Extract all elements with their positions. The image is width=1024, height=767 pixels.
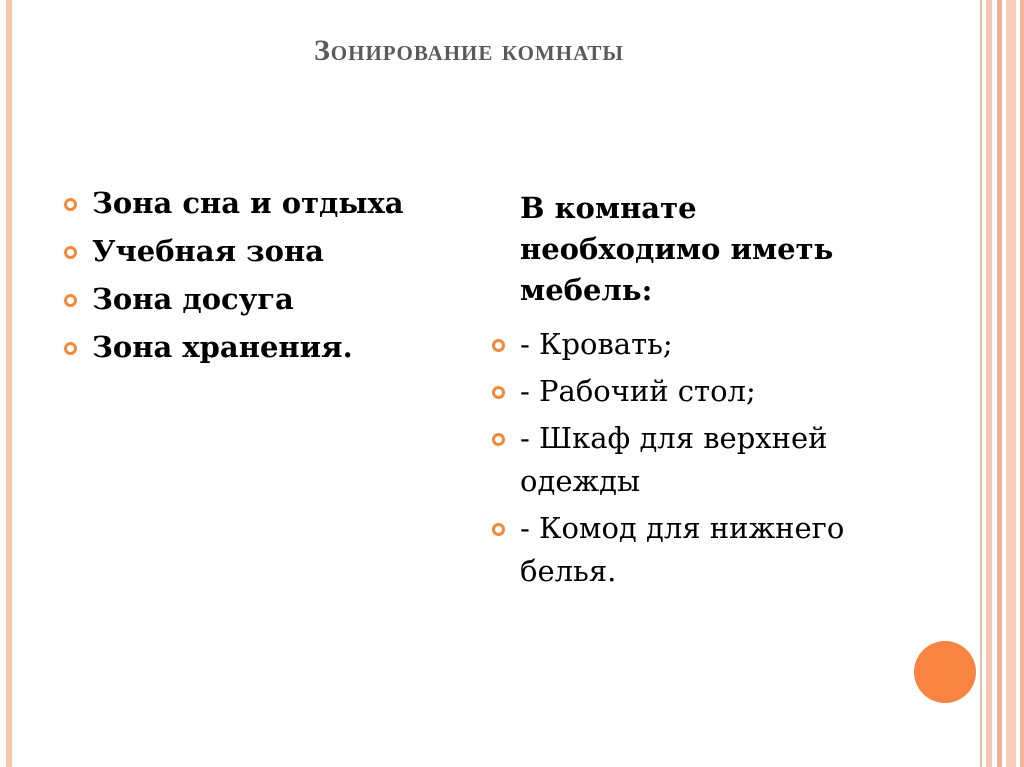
- list-item-text: Зона сна и отдыха: [92, 186, 404, 220]
- list-item-text: - Комод для нижнего белья.: [520, 511, 845, 588]
- list-item: [62, 280, 482, 318]
- list-item-text: - Рабочий стол;: [520, 374, 756, 408]
- stripe: [1006, 0, 1016, 767]
- bullet-ring-icon: [64, 198, 77, 211]
- bullet-ring-icon: [64, 294, 77, 307]
- stripe: [997, 0, 1002, 767]
- bullet-ring-icon: [64, 246, 77, 259]
- orange-circle-decoration: [914, 641, 976, 703]
- list-item-text: Учебная зона: [92, 234, 324, 268]
- bullet-ring-icon: [64, 342, 77, 355]
- stripe: [1020, 0, 1024, 767]
- list-item: [490, 507, 900, 593]
- list-item: [62, 328, 482, 366]
- stripe: [980, 0, 982, 767]
- list-item: [490, 417, 900, 503]
- stripe: [986, 0, 992, 767]
- bullet-ring-icon: [492, 433, 505, 446]
- list-item-text: Зона хранения.: [92, 330, 353, 364]
- left-decorative-stripe: [6, 0, 12, 767]
- furniture-intro: В комнате необходимо иметь мебель:: [520, 191, 834, 307]
- right-decorative-stripes: [976, 0, 1024, 767]
- list-item: [490, 370, 900, 413]
- list-item-text: - Кровать;: [520, 327, 673, 361]
- list-item-text: - Шкаф для верхней одежды: [520, 421, 828, 498]
- bullet-ring-icon: [492, 339, 505, 352]
- slide-title: Зонирование комнаты: [313, 34, 625, 67]
- list-item-text: Зона досуга: [92, 282, 294, 316]
- list-item: [490, 323, 900, 366]
- bullet-ring-icon: [492, 386, 505, 399]
- list-item: [62, 232, 482, 270]
- list-item: [62, 184, 482, 222]
- bullet-ring-icon: [492, 523, 505, 536]
- left-column-list: [62, 184, 482, 376]
- right-column-list: [490, 188, 900, 597]
